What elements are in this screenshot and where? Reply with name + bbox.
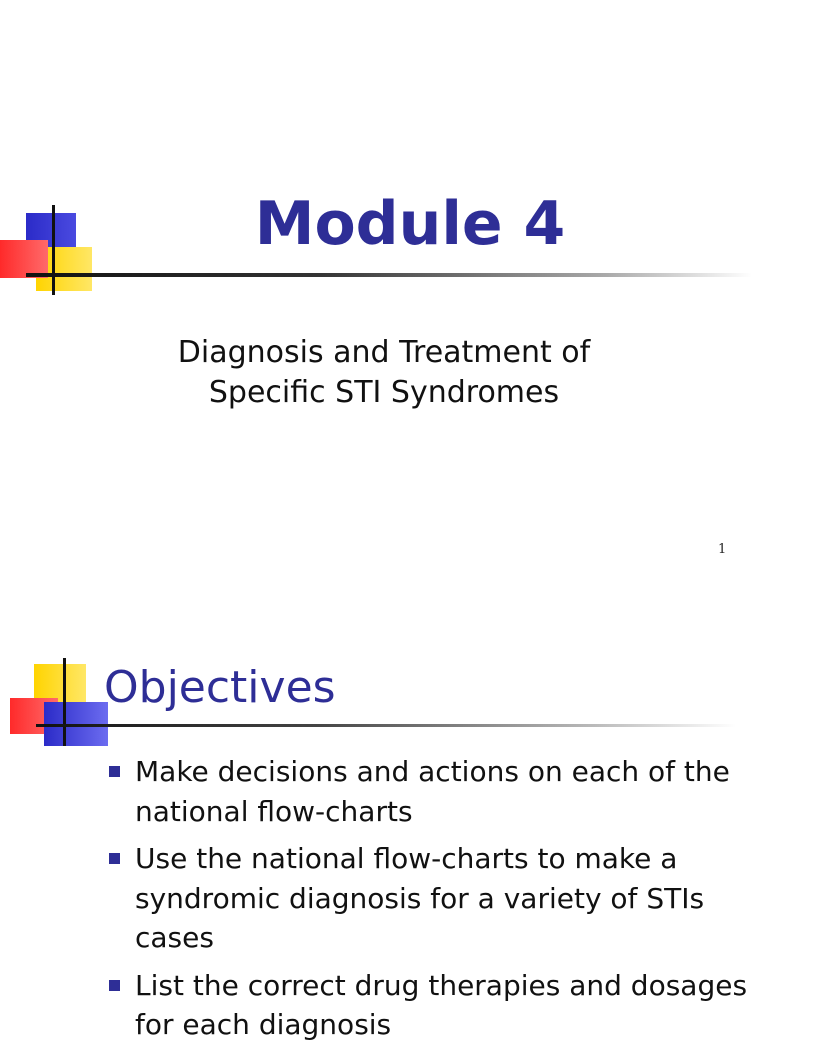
subtitle-line: Specific STI Syndromes bbox=[208, 375, 560, 410]
list-item-text: Use the national flow-charts to make a syndromic diagnosis for a variety of STIs cases bbox=[135, 842, 705, 954]
square-bullet-icon bbox=[109, 980, 120, 991]
vertical-rule bbox=[63, 658, 66, 746]
list-item bbox=[106, 839, 756, 958]
list-item-text: List the correct drug therapies and dosages for each diagnosis bbox=[135, 968, 748, 1041]
list-item bbox=[106, 966, 756, 1045]
list-item bbox=[106, 752, 756, 831]
slide-2 bbox=[0, 576, 768, 1041]
slide-title: Module 4 bbox=[254, 189, 566, 259]
corner-decoration bbox=[0, 658, 110, 758]
slide-subtitle bbox=[0, 333, 768, 413]
title-underline-rule bbox=[26, 273, 752, 277]
subtitle-line: Diagnosis and Treatment of bbox=[177, 335, 591, 370]
title-underline-rule bbox=[36, 724, 736, 727]
slide-title: Objectives bbox=[104, 662, 336, 713]
objectives-list bbox=[106, 752, 756, 1053]
list-item-text: Make decisions and actions on each of the national flow-charts bbox=[135, 755, 730, 828]
square-bullet-icon bbox=[109, 853, 120, 864]
page-number: 1 bbox=[718, 542, 727, 557]
square-bullet-icon bbox=[109, 766, 120, 777]
